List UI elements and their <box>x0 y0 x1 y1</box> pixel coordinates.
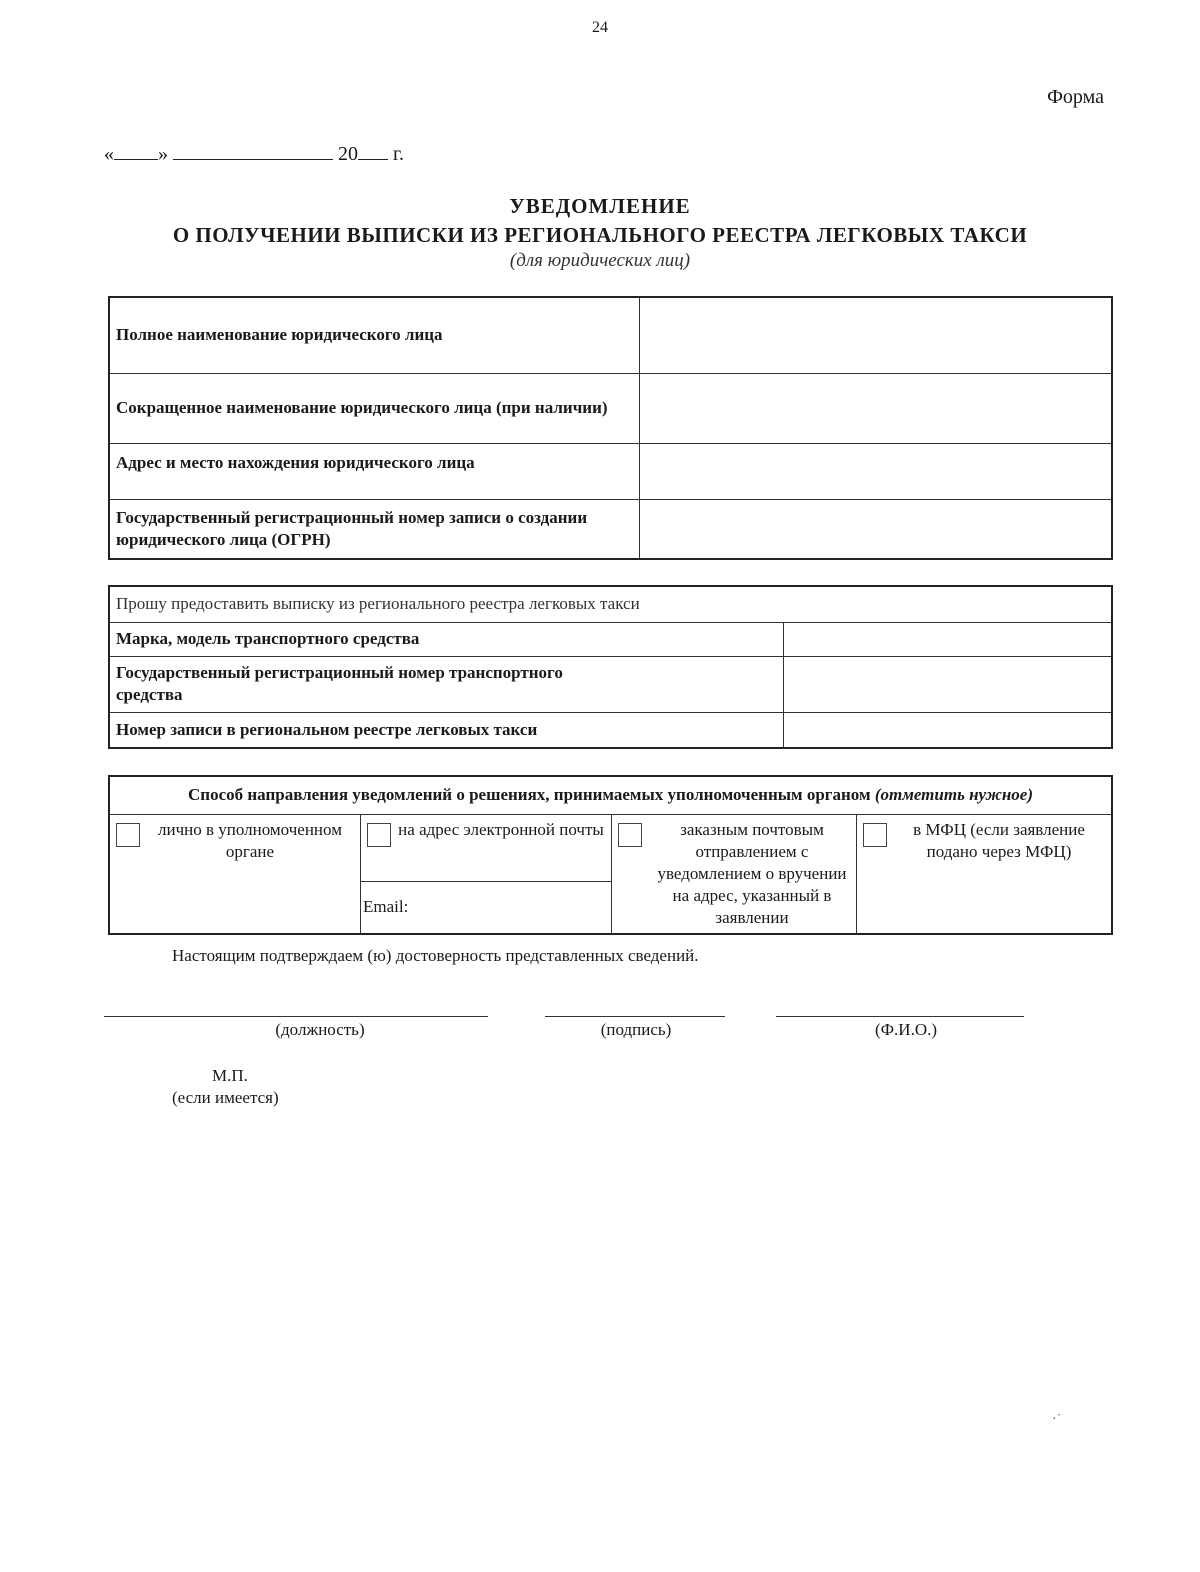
org-short-name-label: Сокращенное наименование юридического лица (при наличии) <box>109 373 640 443</box>
org-address-label: Адрес и место нахождения юридического лица <box>109 443 640 499</box>
option-post-row <box>618 819 856 929</box>
registry-number-field[interactable] <box>784 712 1113 748</box>
organization-table <box>108 296 1113 560</box>
year-suffix: г. <box>393 143 404 165</box>
vehicle-plate-field[interactable] <box>784 656 1113 712</box>
request-text: Прошу предоставить выписку из регионального реестра легковых такси <box>109 586 1112 622</box>
post-checkbox[interactable] <box>618 823 642 847</box>
stamp-label: М.П. <box>212 1066 248 1085</box>
scan-speck-icon: ·˙ <box>1052 1412 1062 1427</box>
org-full-name-field[interactable] <box>640 297 1113 373</box>
year-prefix: 20 <box>338 143 358 165</box>
mfc-option-label: в МФЦ (если заявление подано через МФЦ) <box>913 819 1085 861</box>
option-email[interactable] <box>361 814 612 882</box>
confirmation-text: Настоящим подтверждаем (ю) достоверность представленных сведений. <box>172 946 699 965</box>
email-input-cell[interactable] <box>361 882 612 934</box>
date-open-quote: « <box>104 143 114 165</box>
title-block <box>0 194 1200 272</box>
option-email-row <box>367 819 605 847</box>
document-audience: (для юридических лиц) <box>509 250 691 271</box>
stamp-note: (если имеется) <box>172 1088 279 1107</box>
date-line <box>104 141 404 166</box>
name-line[interactable] <box>776 1016 1024 1017</box>
month-field[interactable] <box>173 141 333 160</box>
option-in-person-row <box>116 819 354 863</box>
form-label: Форма <box>1047 86 1104 108</box>
org-ogrn-field[interactable] <box>640 499 1113 559</box>
table-row <box>109 586 1112 622</box>
table-row <box>109 622 1112 656</box>
option-in-person[interactable] <box>109 814 361 934</box>
signature-line[interactable] <box>545 1016 725 1017</box>
org-short-name-field[interactable] <box>640 373 1113 443</box>
mfc-checkbox[interactable] <box>863 823 887 847</box>
in-person-checkbox[interactable] <box>116 823 140 847</box>
in-person-label: лично в уполномоченном органе <box>158 819 342 861</box>
org-full-name-label: Полное наименование юридического лица <box>109 297 640 373</box>
document-title: УВЕДОМЛЕНИЕ <box>509 194 691 218</box>
name-label: (Ф.И.О.) <box>874 1020 938 1039</box>
position-line[interactable] <box>104 1016 488 1017</box>
table-row <box>109 814 1112 882</box>
post-option-label: заказным почтовым отправлением с уведомлением о вручении на адрес, указанный в заявлении <box>657 819 847 927</box>
page-number: 24 <box>592 19 608 36</box>
option-mfc[interactable] <box>857 814 1113 934</box>
email-checkbox[interactable] <box>367 823 391 847</box>
method-heading <box>109 776 1112 814</box>
table-row <box>109 499 1112 559</box>
table-row <box>109 712 1112 748</box>
method-heading-text: Способ направления уведомлений о решениях, принимаемых уполномоченным органом <box>188 785 871 805</box>
table-row <box>109 297 1112 373</box>
option-mfc-row <box>863 819 1105 863</box>
notification-method-table <box>108 775 1113 935</box>
vehicle-model-field[interactable] <box>784 622 1113 656</box>
org-address-field[interactable] <box>640 443 1113 499</box>
table-row <box>109 656 1112 712</box>
email-option-label: на адрес электронной почты <box>398 819 604 839</box>
method-heading-note: (отметить нужное) <box>874 785 1033 805</box>
year-field[interactable] <box>358 141 388 160</box>
table-row <box>109 776 1112 814</box>
registry-number-label: Номер записи в региональном реестре легковых такси <box>109 712 784 748</box>
org-ogrn-label: Государственный регистрационный номер записи о создании юридического лица (ОГРН) <box>109 499 640 559</box>
vehicle-table <box>108 585 1113 749</box>
table-row <box>109 443 1112 499</box>
signature-label: (подпись) <box>600 1020 672 1039</box>
vehicle-plate-label: Государственный регистрационный номер транспортного средства <box>109 656 784 712</box>
day-field[interactable] <box>114 141 158 160</box>
option-post[interactable] <box>612 814 857 934</box>
position-label: (должность) <box>275 1020 365 1039</box>
document-subtitle: О ПОЛУЧЕНИИ ВЫПИСКИ ИЗ РЕГИОНАЛЬНОГО РЕЕСТРА ЛЕГКОВЫХ ТАКСИ <box>172 223 1028 247</box>
vehicle-model-label: Марка, модель транспортного средства <box>109 622 784 656</box>
date-close-quote: » <box>158 143 168 165</box>
table-row <box>109 373 1112 443</box>
email-input-label: Email: <box>363 897 409 917</box>
